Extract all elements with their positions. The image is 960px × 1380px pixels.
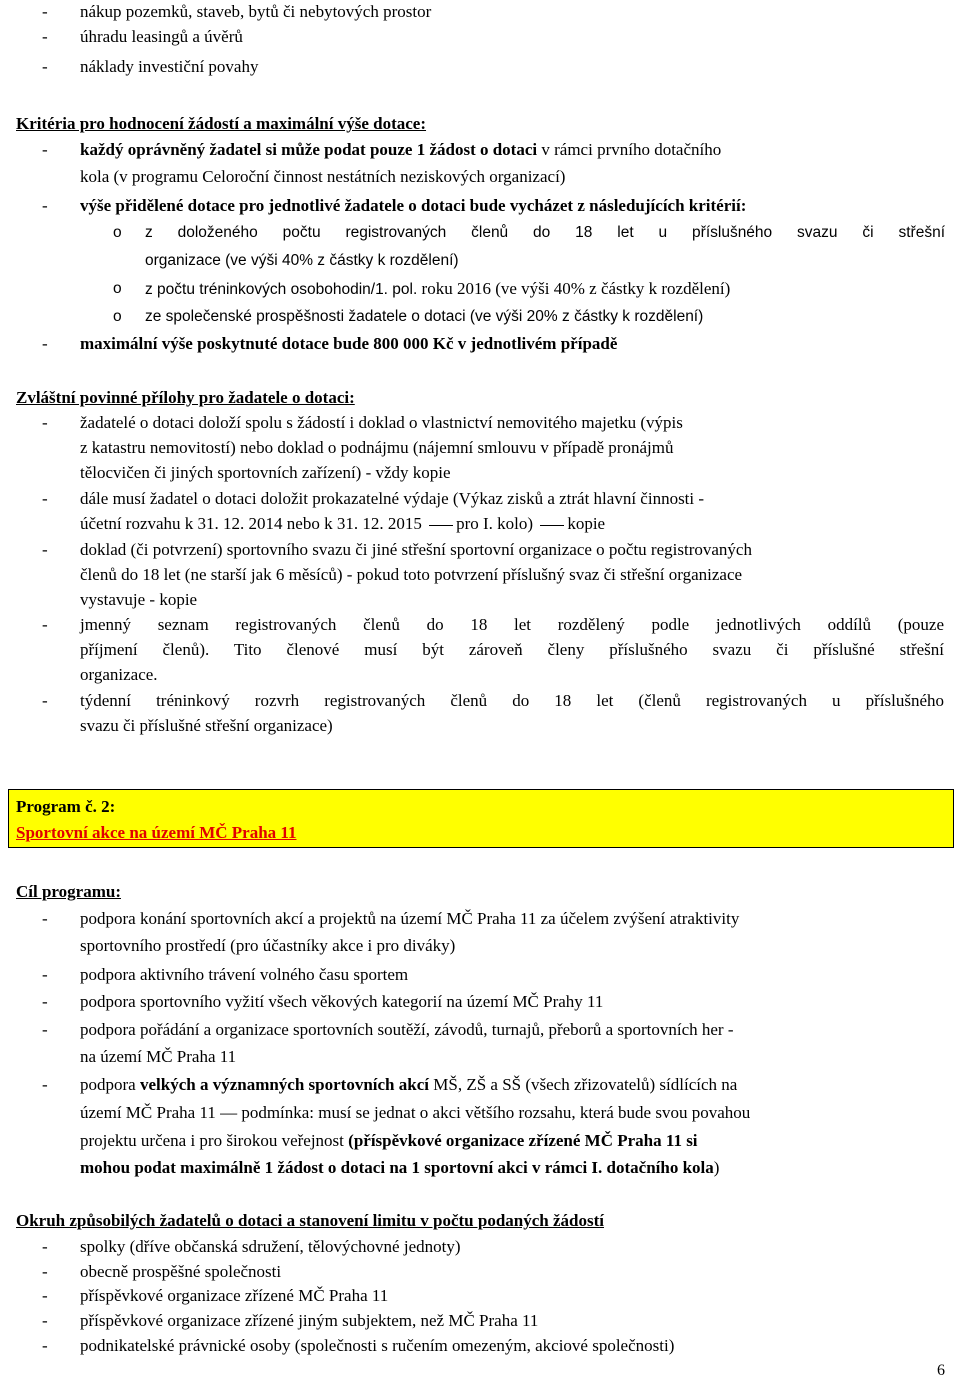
list-item: spolky (dříve občanská sdružení, tělovýchovné jednoty) [80,1237,461,1256]
dash-marker: - [42,140,48,159]
list-item: úhradu leasingů a úvěrů [80,27,243,46]
dash-marker: - [42,489,48,508]
section-heading-attachments: Zvláštní povinné přílohy pro žadatele o dotaci: [16,388,355,407]
list-item: podnikatelské právnické osoby (společnosti s ručením omezeným, akciové společnosti) [80,1336,675,1355]
list-item-continuation: organizace. [80,665,158,684]
dash-marker: - [42,1262,48,1281]
text-run: roku 2016 (ve výši 40% z částky k rozdělení) [417,279,731,298]
list-item: žadatelé o dotaci doloží spolu s žádostí i doklad o vlastnictví nemovitého majetku (výpis [80,413,683,432]
dash-marker: - [42,1286,48,1305]
list-item: doklad (či potvrzení) sportovního svazu či jiné střešní sportovní organizace o počtu registrovaných [80,540,752,559]
bullet-marker: o [113,308,122,325]
dash-marker: - [42,1020,48,1039]
list-item-continuation: tělocvičen či jiných sportovních zařízení) - vždy kopie [80,463,451,482]
program-header-box [8,789,954,848]
list-item: obecně prospěšné společnosti [80,1262,282,1281]
text-run: pro I. kolo) [456,514,534,533]
dash-marker: - [42,540,48,559]
page-number: 6 [937,1362,945,1379]
list-item: maximální výše poskytnuté dotace bude 800 000 Kč v jednotlivém případě [80,334,618,353]
dash-marker: - [42,413,48,432]
dash-marker: - [42,1311,48,1330]
list-item-continuation: vystavuje - kopie [80,590,198,609]
dash-marker: - [42,1237,48,1256]
list-item: náklady investiční povahy [80,57,259,76]
list-item-continuation: členů do 18 let (ne starší jak 6 měsíců) - pokud toto potvrzení příslušný svaz či střešní organizace [80,565,743,584]
list-item-continuation: na území MČ Praha 11 [80,1047,237,1066]
program-number: Program č. 2: [16,797,116,816]
text-run: podpora [80,1075,140,1094]
bold-text: velkých a významných sportovních akcí [139,1075,429,1094]
list-item: podpora sportovního vyžití všech věkových kategorií na území MČ Prahy 11 [80,992,604,1011]
list-item: jmenný seznam registrovaných členů do 18 let rozdělený podle jednotlivých oddílů (pouze [80,615,944,634]
list-item: podpora pořádání a organizace sportovních soutěží, závodů, turnajů, přeborů a sportovních her - [80,1020,734,1039]
sub-list-item: ze společenské prospěšnosti žadatele o dotaci (ve výši 20% z částky k rozdělení) [145,308,704,325]
text-run: v rámci prvního dotačního [537,140,722,159]
list-item: nákup pozemků, staveb, bytů či nebytových prostor [80,2,432,21]
sub-list-item-continuation: organizace (ve výši 40% z částky k rozdělení) [145,252,459,269]
list-item: příspěvkové organizace zřízené jiným subjektem, než MČ Praha 11 [80,1311,539,1330]
dash-marker: - [42,27,48,46]
dash-marker: - [42,1336,48,1355]
list-item: týdenní tréninkový rozvrh registrovaných členů do 18 let (členů registrovaných u příslušného [80,691,944,710]
bullet-marker: o [113,224,122,241]
text-run: MŠ, ZŠ a SŠ (všech zřizovatelů) sídlících na [429,1075,738,1094]
list-item-continuation: sportovního prostředí (pro účastníky akce i pro diváky) [80,936,456,955]
section-heading-goals: Cíl programu: [16,882,121,901]
dash-marker: - [42,1075,48,1094]
list-item: podpora konání sportovních akcí a projektů na území MČ Praha 11 za účelem zvýšení atraktivity [80,909,740,928]
section-heading-criteria: Kritéria pro hodnocení žádostí a maximální výše dotace: [16,114,427,133]
dash-line [540,525,564,526]
list-item-continuation: území MČ Praha 11 — podmínka: musí se jednat o akci většího rozsahu, která bude svou povahou [80,1103,751,1122]
text-run: ) [713,1158,720,1177]
list-item-continuation: kola (v programu Celoroční činnost nestátních neziskových organizací) [80,167,566,186]
dash-line [429,525,453,526]
text-run: účetní rozvahu k 31. 12. 2014 nebo k 31. 12. 2015 [80,514,422,533]
dash-marker: - [42,196,48,215]
bullet-marker: o [113,280,122,297]
list-item-continuation [80,1131,698,1151]
section-heading-eligible-applicants: Okruh způsobilých žadatelů o dotaci a stanovení limitu v počtu podaných žádostí [16,1211,605,1230]
dash-marker: - [42,691,48,710]
list-item-continuation [80,1158,719,1178]
dash-marker: - [42,909,48,928]
bold-text: mohou podat maximálně 1 žádost o dotaci na 1 sportovní akci v rámci I. dotačního kola [80,1158,714,1177]
list-item-continuation: z katastru nemovitostí) nebo doklad o podnájmu (nájemní smlouvu v případě pronájmů [80,438,674,457]
list-item: podpora aktivního trávení volného času sportem [80,965,409,984]
dash-marker: - [42,57,48,76]
text-run: z počtu tréninkových osobohodin/1. pol. [145,281,418,298]
sub-list-item: z doloženého počtu registrovaných členů do 18 let u příslušného svazu či střešní [145,224,945,241]
bold-text: každý oprávněný žadatel si může podat pouze 1 žádost o dotaci [80,140,538,159]
list-item-continuation: svazu či příslušné střešní organizace) [80,716,333,735]
text-run: projektu určena i pro širokou veřejnost [80,1131,349,1150]
list-item: příspěvkové organizace zřízené MČ Praha 11 [80,1286,389,1305]
program-title: Sportovní akce na území MČ Praha 11 [16,823,297,842]
list-item-continuation [80,514,605,534]
dash-marker: - [42,615,48,634]
list-item [80,140,721,160]
list-item: výše přidělené dotace pro jednotlivé žadatele o dotaci bude vycházet z následujících kritérií: [80,196,747,215]
text-run: kopie [567,514,606,533]
bold-text: (příspěvkové organizace zřízené MČ Praha 11 si [348,1131,698,1150]
dash-marker: - [42,992,48,1011]
list-item [80,1075,737,1095]
sub-list-item [145,279,730,300]
dash-marker: - [42,965,48,984]
dash-marker: - [42,334,48,353]
dash-marker: - [42,2,48,21]
list-item-continuation: příjmení členů). Tito členové musí být zároveň členy příslušného svazu či příslušné střešní [80,640,944,659]
list-item: dále musí žadatel o dotaci doložit prokazatelné výdaje (Výkaz zisků a ztrát hlavní činnosti - [80,489,705,508]
